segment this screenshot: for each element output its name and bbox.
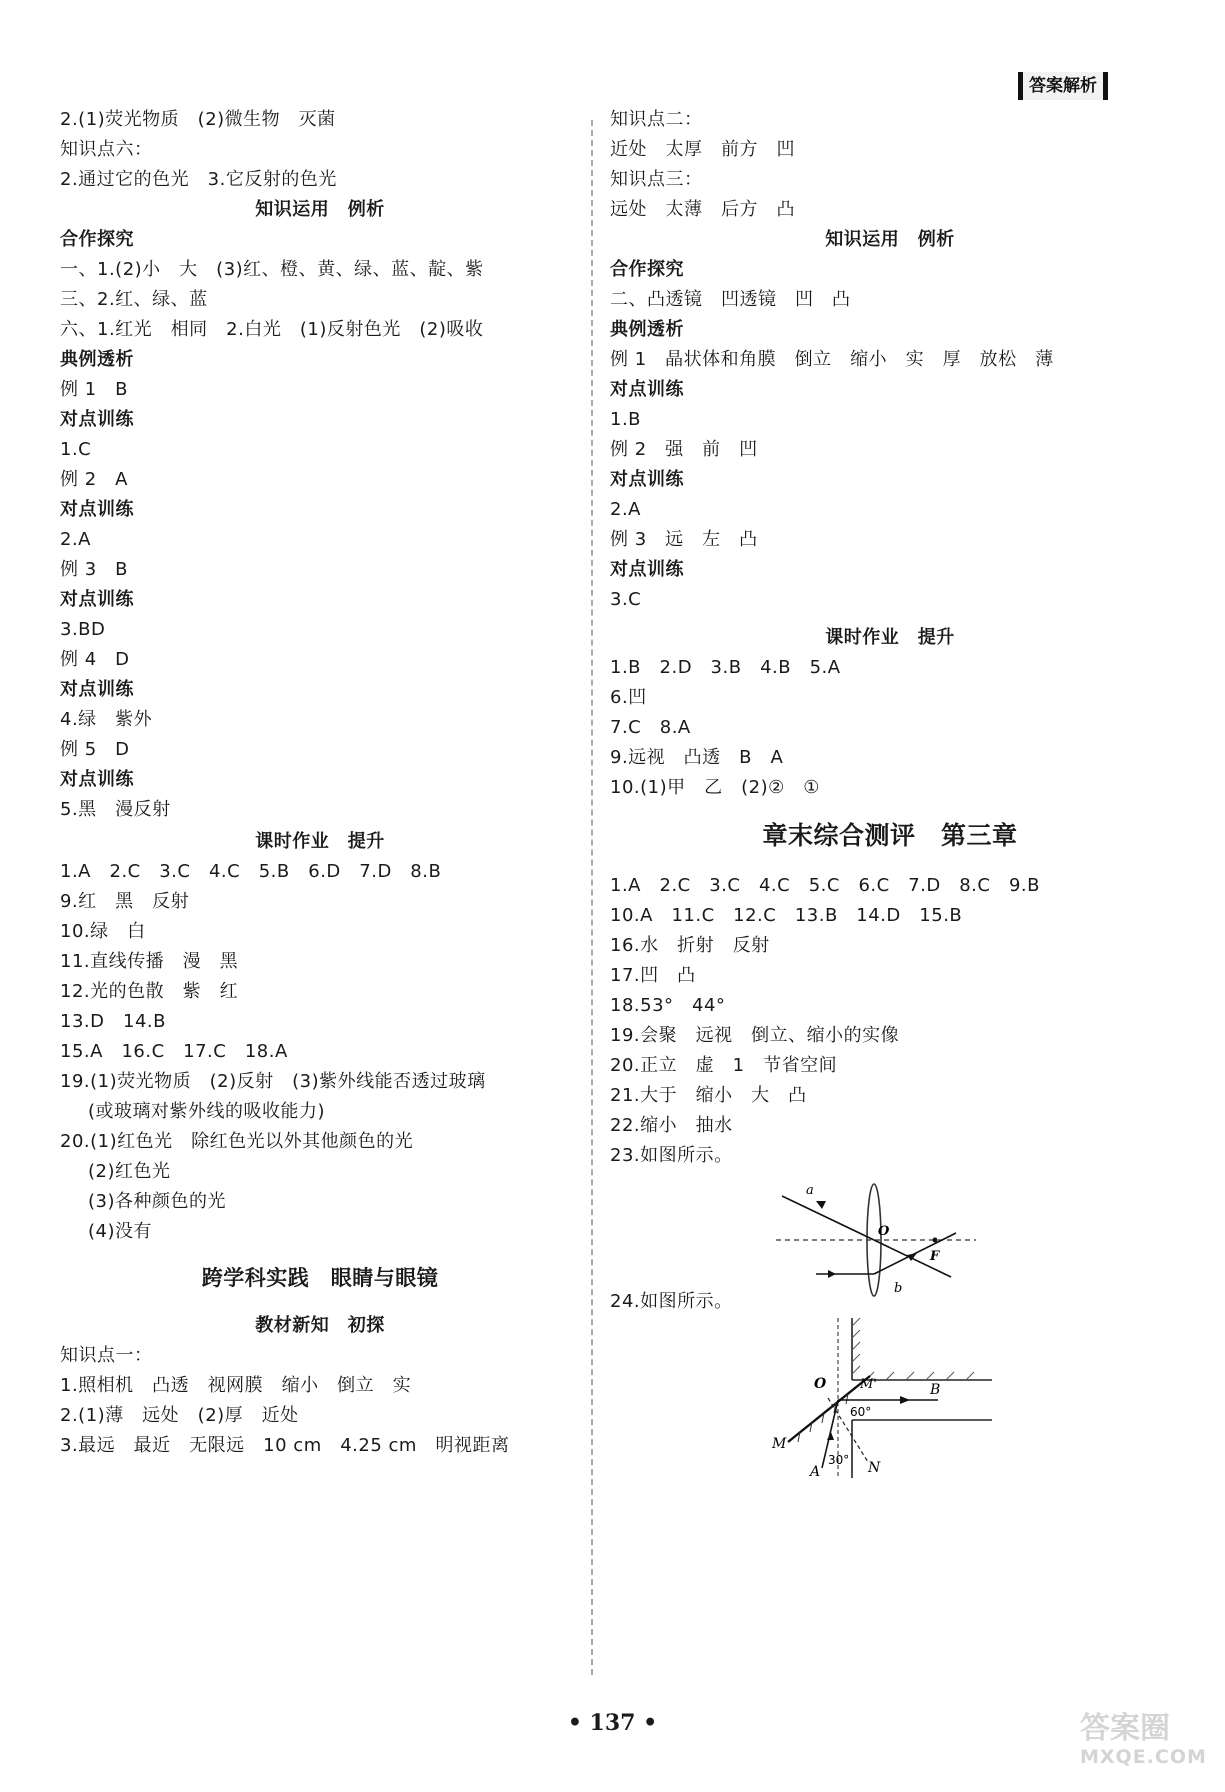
left-line-18: 例 4 D [60, 649, 130, 670]
right-line-4: 知识运用 例析 [825, 229, 955, 250]
right-line-12: 对点训练 [610, 469, 684, 490]
left-line-11: 1.C [60, 439, 92, 460]
left-line-0: 2.(1)荧光物质 (2)微生物 灭菌 [60, 109, 336, 130]
left-line-37: (4)没有 [88, 1221, 152, 1242]
left-line-43: 3.最远 最近 无限远 10 cm 4.25 cm 明视距离 [60, 1435, 510, 1456]
left-line-27: 10.绿 白 [60, 921, 146, 942]
fig24-label-60deg: 60° [850, 1405, 872, 1419]
right-line-18: 1.B 2.D 3.B 4.B 5.A [610, 657, 841, 678]
left-line-31: 15.A 16.C 17.C 18.A [60, 1041, 288, 1062]
right-line-0: 知识点二： [610, 109, 703, 130]
left-line-41: 1.照相机 凸透 视网膜 缩小 倒立 实 [60, 1375, 412, 1396]
right-line-11: 例 2 强 前 凹 [610, 439, 758, 460]
right-line-8: 例 1 晶状体和角膜 倒立 缩小 实 厚 放松 薄 [610, 349, 1054, 370]
right-line-22: 10.(1)甲 乙 (2)② ① [610, 777, 820, 798]
right-line-1: 近处 太厚 前方 凹 [610, 139, 795, 160]
right-line-33: 23.如图所示。 [610, 1145, 733, 1166]
left-line-6: 三、2.红、绿、蓝 [60, 289, 208, 310]
figure-24-mirror-diagram [770, 1318, 995, 1478]
figure-23-lens-diagram [776, 1178, 992, 1303]
left-line-29: 12.光的色散 紫 红 [60, 981, 239, 1002]
left-line-21: 例 5 D [60, 739, 130, 760]
left-line-15: 例 3 B [60, 559, 129, 580]
right-line-6: 二、凸透镜 凹透镜 凹 凸 [610, 289, 851, 310]
left-line-20: 4.绿 紫外 [60, 709, 153, 730]
right-line-23: 章末综合测评 第三章 [762, 821, 1018, 850]
right-line-17: 课时作业 提升 [825, 627, 955, 648]
left-line-13: 对点训练 [60, 499, 134, 520]
left-line-33: (或玻璃对紫外线的吸收能力) [88, 1101, 326, 1122]
left-line-5: 一、1.(2)小 大 (3)红、橙、黄、绿、蓝、靛、紫 [60, 259, 484, 280]
left-line-39: 教材新知 初探 [255, 1315, 385, 1336]
left-line-32: 19.(1)荧光物质 (2)反射 (3)紫外线能否透过玻璃 [60, 1071, 486, 1092]
fig23-label-a: a [806, 1183, 814, 1198]
left-line-8: 典例透析 [60, 349, 134, 370]
right-line-34: 24.如图所示。 [610, 1291, 733, 1312]
right-line-19: 6.凹 [610, 687, 647, 708]
left-line-40: 知识点一： [60, 1345, 153, 1366]
right-line-25: 10.A 11.C 12.C 13.B 14.D 15.B [610, 905, 963, 926]
right-line-21: 9.远视 凸透 B A [610, 747, 784, 768]
left-line-25: 1.A 2.C 3.C 4.C 5.B 6.D 7.D 8.B [60, 861, 442, 882]
left-line-7: 六、1.红光 相同 2.白光 (1)反射色光 (2)吸收 [60, 319, 484, 340]
fig24-label-a: A [810, 1464, 821, 1478]
right-line-7: 典例透析 [610, 319, 684, 340]
column-divider [591, 120, 593, 1675]
right-line-16: 3.C [610, 589, 642, 610]
left-line-12: 例 2 A [60, 469, 128, 490]
right-line-14: 例 3 远 左 凸 [610, 529, 758, 550]
fig24-label-n: N [868, 1460, 881, 1476]
left-line-22: 对点训练 [60, 769, 134, 790]
fig24-label-m: M [772, 1436, 787, 1452]
left-line-3: 知识运用 例析 [255, 199, 385, 220]
left-line-17: 3.BD [60, 619, 106, 640]
watermark-text: 答案圈 [1080, 1711, 1170, 1746]
left-line-42: 2.(1)薄 远处 (2)厚 近处 [60, 1405, 299, 1426]
answer-analysis-tag: 答案解析 [1018, 72, 1108, 100]
right-line-5: 合作探究 [610, 259, 684, 280]
watermark-url: MXQE.COM [1080, 1746, 1207, 1768]
right-line-10: 1.B [610, 409, 642, 430]
fig24-label-o: O [814, 1376, 827, 1392]
left-line-16: 对点训练 [60, 589, 134, 610]
watermark-logo [1080, 1712, 1220, 1782]
left-line-30: 13.D 14.B [60, 1011, 166, 1032]
right-line-28: 18.53° 44° [610, 995, 726, 1016]
right-line-9: 对点训练 [610, 379, 684, 400]
page-number: • 137 • [567, 1710, 658, 1736]
left-line-24: 课时作业 提升 [255, 831, 385, 852]
left-line-2: 2.通过它的色光 3.它反射的色光 [60, 169, 337, 190]
right-line-31: 21.大于 缩小 大 凸 [610, 1085, 807, 1106]
right-line-26: 16.水 折射 反射 [610, 935, 770, 956]
right-line-24: 1.A 2.C 3.C 4.C 5.C 6.C 7.D 8.C 9.B [610, 875, 1040, 896]
left-line-28: 11.直线传播 漫 黑 [60, 951, 239, 972]
left-line-9: 例 1 B [60, 379, 129, 400]
left-line-35: (2)红色光 [88, 1161, 171, 1182]
right-line-20: 7.C 8.A [610, 717, 691, 738]
fig23-label-f: F [930, 1249, 940, 1264]
fig24-label-b: B [930, 1382, 941, 1398]
left-line-36: (3)各种颜色的光 [88, 1191, 226, 1212]
left-line-14: 2.A [60, 529, 91, 550]
right-line-15: 对点训练 [610, 559, 684, 580]
right-line-27: 17.凹 凸 [610, 965, 696, 986]
left-line-1: 知识点六： [60, 139, 153, 160]
left-line-38: 跨学科实践 眼睛与眼镜 [201, 1266, 439, 1290]
left-line-23: 5.黑 漫反射 [60, 799, 171, 820]
left-line-19: 对点训练 [60, 679, 134, 700]
right-line-2: 知识点三： [610, 169, 703, 190]
fig24-label-30deg: 30° [828, 1453, 850, 1467]
right-line-32: 22.缩小 抽水 [610, 1115, 733, 1136]
right-line-30: 20.正立 虚 1 节省空间 [610, 1055, 838, 1076]
fig23-label-o: O [878, 1224, 890, 1239]
right-line-3: 远处 太薄 后方 凸 [610, 199, 795, 220]
left-line-26: 9.红 黑 反射 [60, 891, 190, 912]
right-line-29: 19.会聚 远视 倒立、缩小的实像 [610, 1025, 900, 1046]
right-line-13: 2.A [610, 499, 641, 520]
left-line-10: 对点训练 [60, 409, 134, 430]
left-line-34: 20.(1)红色光 除红色光以外其他颜色的光 [60, 1131, 414, 1152]
fig24-label-mprime: M' [860, 1377, 877, 1392]
left-line-4: 合作探究 [60, 229, 134, 250]
fig23-label-b: b [894, 1281, 903, 1296]
